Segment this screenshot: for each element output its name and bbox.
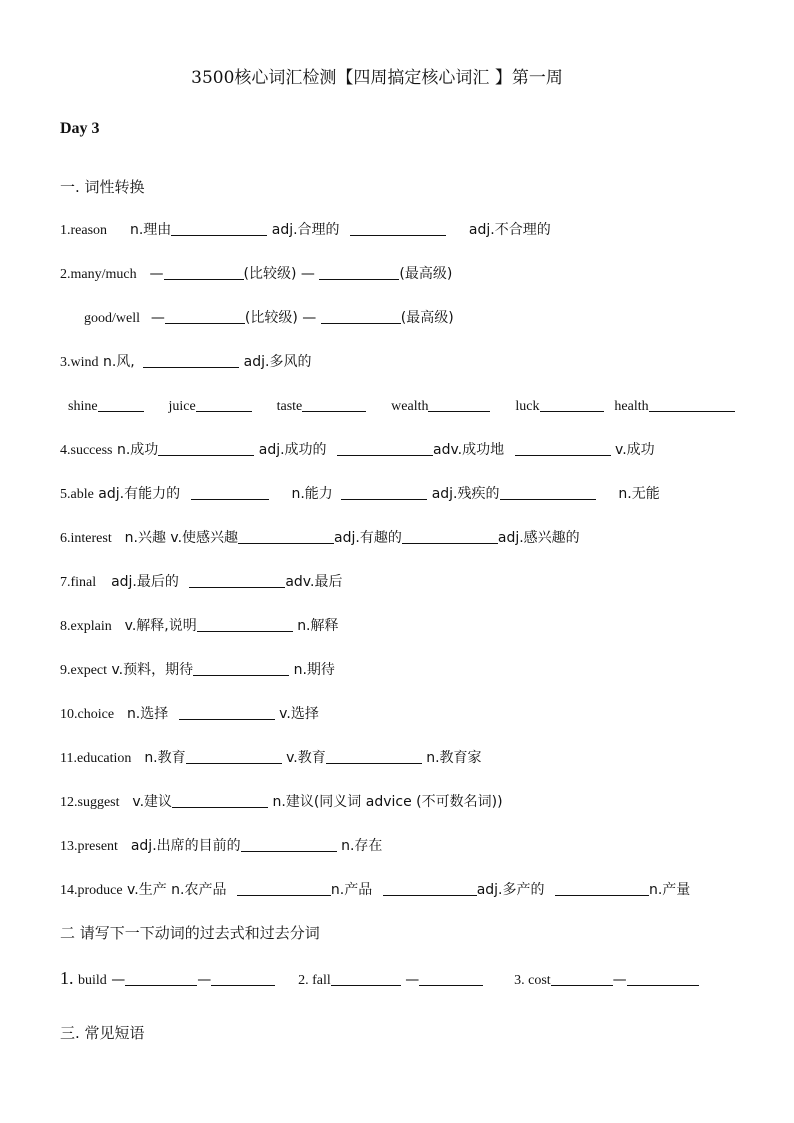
item-label: 4.success [60,443,113,458]
answer-blank[interactable] [383,881,477,896]
answer-blank[interactable] [125,971,197,986]
answer-blank[interactable] [98,397,144,412]
item-3-words [68,397,735,415]
item-7 [60,571,342,591]
answer-blank[interactable] [143,353,239,368]
item-text: n.能力 [291,486,333,502]
item-2 [60,263,452,283]
item-9 [60,659,335,679]
item-text: n.产量 [648,882,691,898]
dash: — [612,972,627,988]
item-text: n.兴趣 v.使感兴趣 [124,530,239,546]
answer-blank[interactable] [238,529,334,544]
item-6 [60,527,580,547]
item-label: 11.education [60,751,132,766]
dash: — [149,266,164,282]
item-text: adj.有能力的 [98,486,181,502]
dash: — [300,266,315,282]
verb-word: 3. cost [514,973,551,988]
item-text: n.教育 [144,750,186,766]
item-text: adj.最后的 [111,574,179,590]
answer-blank[interactable] [649,397,735,412]
item-text: adv.最后 [285,574,343,590]
item-13 [60,835,382,855]
item-text: adj.感兴趣的 [497,530,580,546]
answer-blank[interactable] [627,971,699,986]
answer-blank[interactable] [164,265,244,280]
item-text: adj.有趣的 [334,530,402,546]
item-text: v.预料，期待 [111,662,194,678]
item-text: adj.成功的 [258,442,327,458]
verb-word: 2. fall [298,973,331,988]
item-text: adv.成功地 [433,442,505,458]
item-text: adj.不合理的 [468,222,551,238]
answer-blank[interactable] [197,617,293,632]
section-heading-2: 二 请写下一下动词的过去式和过去分词 [60,924,320,942]
item-text: n.期待 [293,662,335,678]
item-text: n.选择 [126,706,169,722]
item-label: 7.final [60,575,97,590]
item-text: (比较级) [243,266,297,282]
item-text: (最高级) [400,310,454,326]
day-heading: Day 3 [60,120,100,137]
item-label: 12.suggest [60,795,120,810]
answer-blank[interactable] [172,793,268,808]
item-label: 10.choice [60,707,115,722]
verb-row [60,968,699,989]
dash: — [302,310,317,326]
dash: — [405,972,420,988]
section-heading-1: 一. 词性转换 [60,178,145,196]
item-label: 2.many/much [60,267,137,282]
item-text: (比较级) [244,310,298,326]
answer-blank[interactable] [331,971,401,986]
answer-blank[interactable] [555,881,649,896]
item-text: v.选择 [279,706,319,722]
word: luck [515,399,540,414]
item-10 [60,703,319,723]
answer-blank[interactable] [350,221,446,236]
item-text: (最高级) [399,266,453,282]
answer-blank[interactable] [500,485,596,500]
item-label: 6.interest [60,531,112,546]
word: wealth [391,399,429,414]
item-text: n.存在 [341,838,383,854]
page-title: 3500核心词汇检测【四周搞定核心词汇 】第一周 [191,68,563,88]
answer-blank[interactable] [319,265,399,280]
item-text: adj.残疾的 [431,486,500,502]
answer-blank[interactable] [337,441,433,456]
answer-blank[interactable] [302,397,366,412]
item-text: n.教育家 [426,750,482,766]
answer-blank[interactable] [540,397,604,412]
item-text: n.建议(同义词 advice (不可数名词)) [272,794,503,810]
item-text: adj.出席的目前的 [130,838,241,854]
section-heading-3: 三. 常见短语 [60,1024,145,1042]
answer-blank[interactable] [193,661,289,676]
answer-blank[interactable] [179,705,275,720]
item-label: 8.explain [60,619,112,634]
item-5 [60,483,660,503]
item-label: 13.present [60,839,118,854]
item-11 [60,747,482,767]
item-text: adj.合理的 [271,222,340,238]
item-text: adj.多产的 [476,882,545,898]
item-text: v.教育 [286,750,326,766]
word: shine [68,399,98,414]
item-label: 1.reason [60,223,108,238]
word: health [614,399,649,414]
item-text: n.理由 [129,222,172,238]
item-text: n.无能 [618,486,660,502]
answer-blank[interactable] [241,837,337,852]
item-3 [60,351,311,371]
answer-blank[interactable] [515,441,611,456]
item-text: v.成功 [615,442,655,458]
item-label: 9.expect [60,663,108,678]
answer-blank[interactable] [237,881,331,896]
item-text: n.成功 [116,442,159,458]
answer-blank[interactable] [326,749,422,764]
answer-blank[interactable] [196,397,252,412]
answer-blank[interactable] [211,971,275,986]
item-text: v.建议 [132,794,173,810]
item-label: good/well [84,311,140,326]
item-label: 3.wind [60,355,99,370]
item-label: 1. [60,968,74,988]
answer-blank[interactable] [189,573,285,588]
item-8 [60,615,339,635]
answer-blank[interactable] [321,309,401,324]
answer-blank[interactable] [186,749,282,764]
answer-blank[interactable] [341,485,427,500]
item-label: 5.able [60,487,94,502]
answer-blank[interactable] [158,441,254,456]
item-text: n.解释 [297,618,339,634]
item-text: adj.多风的 [243,354,312,370]
item-text: n.产品 [330,882,373,898]
item-2b [84,307,454,327]
item-label: 14.produce [60,883,123,898]
word: taste [276,399,303,414]
item-14 [60,879,690,899]
dash: — [150,310,165,326]
answer-blank[interactable] [191,485,269,500]
answer-blank[interactable] [402,529,498,544]
item-text: v.生产 n.农产品 [127,882,227,898]
item-1 [60,219,551,239]
dash: — [197,972,212,988]
item-text: n.风, [102,354,135,370]
answer-blank[interactable] [551,971,613,986]
item-4 [60,439,655,459]
item-12 [60,791,503,811]
answer-blank[interactable] [419,971,483,986]
word: juice [168,399,196,414]
answer-blank[interactable] [165,309,245,324]
answer-blank[interactable] [428,397,490,412]
answer-blank[interactable] [171,221,267,236]
verb-word: build [77,973,107,988]
dash: — [111,972,126,988]
item-text: v.解释,说明 [124,618,197,634]
